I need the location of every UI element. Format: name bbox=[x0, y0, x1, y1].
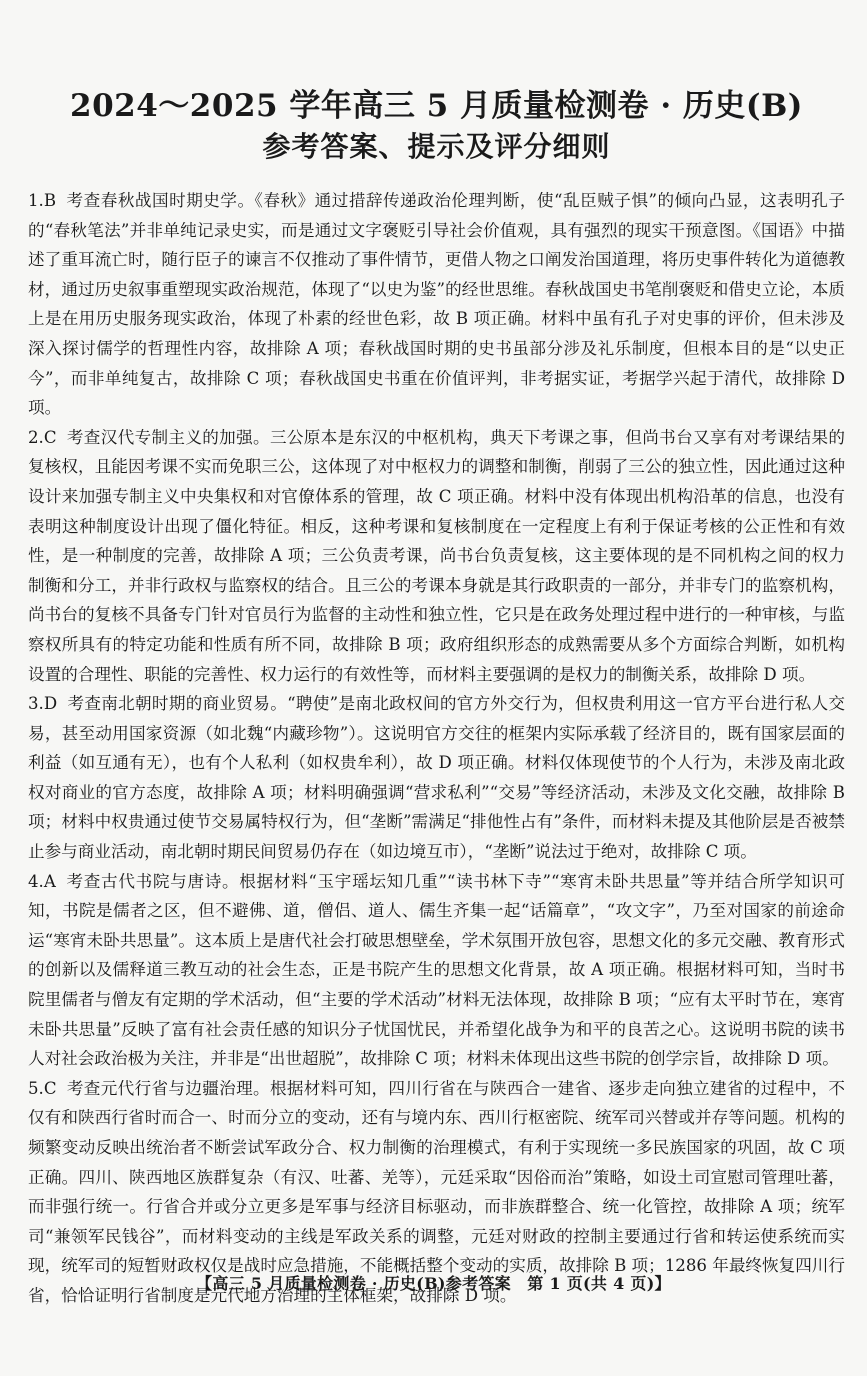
document-subtitle: 参考答案、提示及评分细则 bbox=[262, 130, 611, 163]
answer-explanation: 考查春秋战国时期史学。《春秋》通过措辞传递政治伦理判断，使“乱臣贼子惧”的倾向凸显，这表明孔子的“春秋笔法”并非单纯记录史实，而是通过文字褒贬引导社会价值观，具有强烈的现实干预意图。《国语》中描述了重耳流亡时，随行臣子的谏言不仅推动了事件情节，更借人物之口阐发治国道理，将历史事件转化为道德教材，通过历史叙事重塑现实政治规范，体现了“以史为鉴”的经世思维。春秋战国史书笔削褒贬和借史立论，本质上是在用历史服务现实政治，体现了朴素的经世色彩，故 B 项正确。材料中虽有孔子对史事的评价，但未涉及深入探讨儒学的哲理性内容，故排除 A 项；春秋战国时期的史书虽部分涉及礼乐制度，但根本目的是“以史正今”，而非单纯复古，故排除 C 项；春秋战国史书重在价值评判，非考据实证，考据学兴起于清代，故排除 D 项。 bbox=[28, 191, 845, 418]
answer-item-3 bbox=[28, 689, 845, 867]
answer-explanation: 考查汉代专制主义的加强。三公原本是东汉的中枢机构，典天下考课之事，但尚书台又享有对考课结果的复核权，且能因考课不实而免职三公，这体现了对中枢权力的调整和制衡，削弱了三公的独立性，因此通过这种设计来加强专制主义中央集权和对官僚体系的管理，故 C 项正确。材料中没有体现出机构沿革的信息，也没有表明这种制度设计出现了僵化特征。相反，这种考课和复核制度在一定程度上有利于保证考核的公正性和有效性，是一种制度的完善，故排除 A 项；三公负责考课，尚书台负责复核，这主要体现的是不同机构之间的权力制衡和分工，并非行政权与监察权的结合。且三公的考课本身就是其行政职责的一部分，并非专门的监察机构，尚书台的复核不具备专门针对官员行为监督的主动性和独立性，它只是在政务处理过程中进行的一种审核，与监察权所具有的特定功能和性质有所不同，故排除 B 项；政府组织形态的成熟需要从多个方面综合判断，如机构设置的合理性、职能的完善性、权力运行的有效性等，而材料主要强调的是权力的制衡关系，故排除 D 项。 bbox=[28, 427, 845, 684]
answer-choice: D bbox=[43, 694, 58, 714]
answer-number: 4. bbox=[28, 871, 44, 891]
answer-item-1 bbox=[28, 186, 845, 423]
answer-number: 1. bbox=[28, 191, 44, 210]
page-footer: 【高三 5 月质量检测卷 · 历史(B)参考答案 第 1 页(共 4 页)】 bbox=[196, 1274, 671, 1293]
answer-item-2 bbox=[28, 423, 845, 689]
answer-explanation: 考查南北朝时期的商业贸易。“聘使”是南北政权间的官方外交行为，但权贵利用这一官方平台进行私人交易，甚至动用国家资源（如北魏“内藏珍物”）。这说明官方交往的框架内实际承载了经济目的，既有国家层面的利益（如互通有无），也有个人私利（如权贵牟利），故 D 项正确。材料仅体现使节的个人行为，未涉及南北政权对商业的官方态度，故排除 A 项；材料明确强调“营求私利”“交易”等经济活动，未涉及文化交融，故排除 B 项；材料中权贵通过使节交易属特权行为，但“垄断”需满足“排他性占有”条件，而材料未提及其他阶层是否被禁止参与商业活动，南北朝时期民间贸易仍存在（如边境互市），“垄断”说法过于绝对，故排除 C 项。 bbox=[28, 694, 845, 862]
document-title: 2024～2025 学年高三 5 月质量检测卷 · 历史(B) bbox=[70, 88, 803, 124]
answer-choice: A bbox=[43, 871, 56, 891]
answer-choice: C bbox=[43, 427, 57, 447]
answer-item-4 bbox=[28, 867, 845, 1074]
answer-list bbox=[28, 186, 845, 1311]
answer-number: 5. bbox=[28, 1078, 44, 1098]
answer-explanation: 考查古代书院与唐诗。根据材料“玉宇瑶坛知几重”“读书林下寺”“寒宵未卧共思量”等并结合所学知识可知，书院是儒者之区，但不避佛、道，僧侣、道人、儒生齐集一起“话篇章”，“攻文字”，乃至对国家的前途命运“寒宵未卧共思量”。这本质上是唐代社会打破思想壁垒，学术氛围开放包容，思想文化的多元交融、教育形式的创新以及儒释道三教互动的社会生态，正是书院产生的思想文化背景，故 A 项正确。根据材料可知，当时书院里儒者与僧友有定期的学术活动，但“主要的学术活动”材料无法体现，故排除 B 项；“应有太平时节在，寒宵未卧共思量”反映了富有社会责任感的知识分子忧国忧民，并希望化战争为和平的良苦之心。这说明书院的读书人对社会政治极为关注，并非是“出世超脱”，故排除 C 项；材料未体现出这些书院的创学宗旨，故排除 D 项。 bbox=[28, 871, 845, 1069]
answer-number: 3. bbox=[28, 694, 44, 714]
answer-number: 2. bbox=[28, 427, 44, 447]
answer-choice: B bbox=[43, 191, 57, 210]
answer-explanation: 考查元代行省与边疆治理。根据材料可知，四川行省在与陕西合一建省、逐步走向独立建省的过程中，不仅有和陕西行省时而合一、时而分立的变动，还有与境内东、西川行枢密院、统军司兴替或并存等问题。机构的频繁变动反映出统治者不断尝试军政分合、权力制衡的治理模式，有利于实现统一多民族国家的巩固，故 C 项正确。四川、陕西地区族群复杂（有汉、吐蕃、羌等），元廷采取“因俗而治”策略，如设土司宣慰司管理吐蕃，而非强行统一。行省合并或分立更多是军事与经济目标驱动，而非族群整合、统一化管控，故排除 A 项；统军司“兼领军民钱谷”，而材料变动的主线是军政关系的调整，元廷对财政的控制主要通过行省和转运使系统而实现，统军司的短暂财政权仅是战时应急措施，不能概括整个变动的实质，故排除 B 项；1286 年最终恢复四川行省，恰恰证明行省制度是元代地方治理的主体框架，故排除 D 项。 bbox=[28, 1078, 845, 1305]
answer-choice: C bbox=[43, 1078, 57, 1098]
